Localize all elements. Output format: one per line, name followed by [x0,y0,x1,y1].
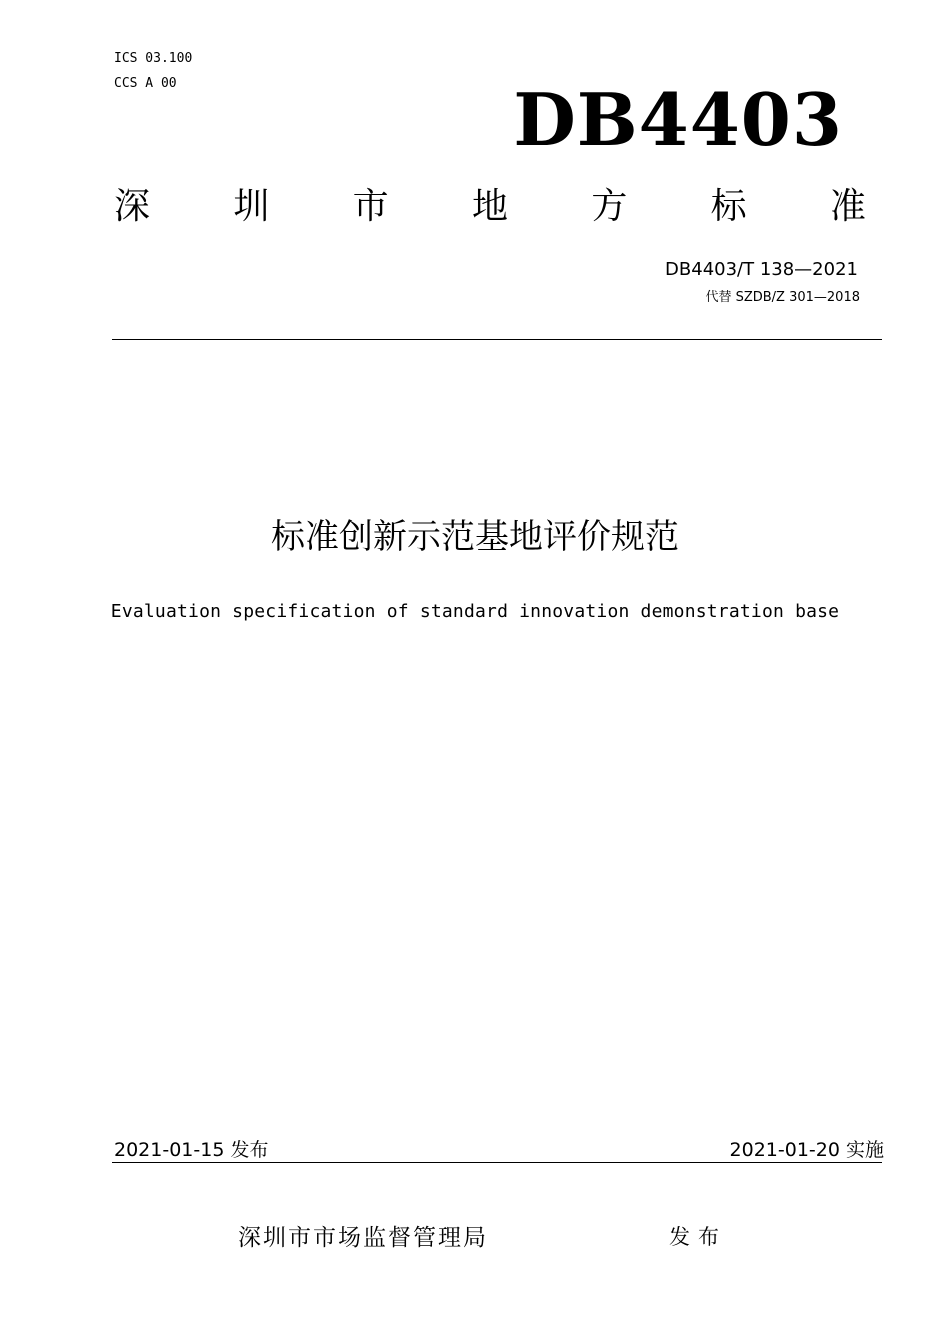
implementation-date: 2021-01-20 实施 [729,1139,884,1161]
publish-label: 发布 [669,1225,727,1249]
document-title-english: Evaluation specification of standard innovation demonstration base [110,601,840,622]
footer-divider [112,1162,882,1163]
header-divider [112,339,882,340]
standard-number: DB4403/T 138—2021 [665,259,858,280]
replaces-standard: 代替 SZDB/Z 301—2018 [705,290,860,305]
issue-date: 2021-01-15 发布 [114,1139,269,1161]
ccs-code: CCS A 00 [114,76,177,91]
standard-type-heading [114,185,866,229]
ics-code: ICS 03.100 [114,51,193,66]
standard-type-char: 标 [710,186,747,227]
standard-type-char: 方 [591,186,628,227]
document-title-chinese: 标准创新示范基地评价规范 [271,517,679,557]
standard-type-char: 深 [114,186,151,227]
publisher-name: 深圳市市场监督管理局 [238,1225,488,1251]
standard-code-logo: DB4403 [513,77,843,162]
standard-type-char: 市 [352,186,389,227]
standard-type-char: 准 [829,186,866,227]
standard-type-char: 圳 [233,186,270,227]
standard-type-char: 地 [471,186,508,227]
